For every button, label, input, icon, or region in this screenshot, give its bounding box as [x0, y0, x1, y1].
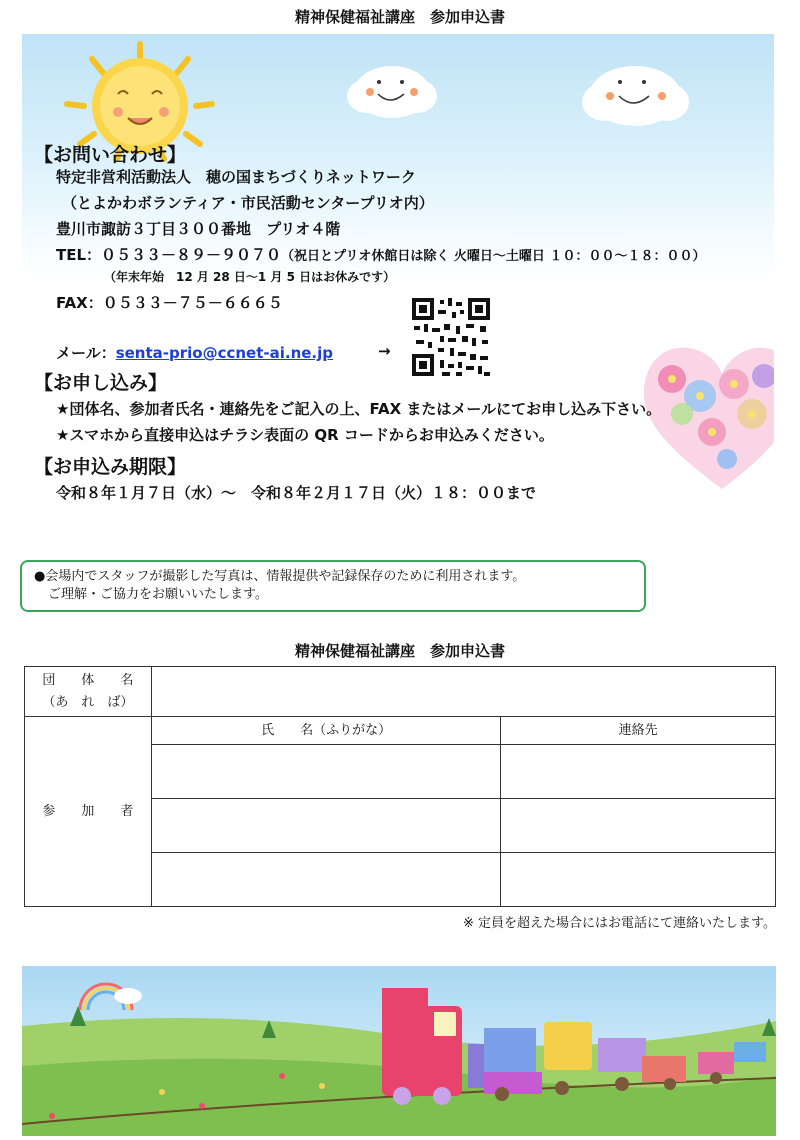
group-name-field[interactable]: [151, 667, 775, 717]
contact-address: 豊川市諏訪３丁目３００番地 プリオ４階: [56, 220, 341, 238]
participant-contact-field[interactable]: [501, 799, 776, 853]
holiday-note: （年末年始 12 月 28 日～1 月 5 日はお休みです）: [104, 270, 396, 284]
participant-label: 参 加 者: [25, 717, 152, 907]
contact-heading: 【お問い合わせ】: [34, 144, 187, 166]
apply-heading: 【お申し込み】: [34, 372, 168, 394]
tel-number: TEL：０５３３－８９－９０７０: [56, 246, 282, 264]
group-label-line-1: 団 体 名: [42, 672, 134, 688]
flower-heart-illustration: [644, 348, 774, 489]
train-illustration: [22, 966, 776, 1136]
group-label-line-2: （あ れ ば）: [42, 694, 134, 710]
notice-line-1: ●会場内でスタッフが撮影した写真は、情報提供や記録保存のために利用されます。: [34, 569, 526, 584]
contact-mail: [56, 342, 333, 363]
participant-name-field[interactable]: [151, 745, 501, 799]
form-title: 精神保健福祉講座 参加申込書: [294, 642, 505, 660]
participant-contact-field[interactable]: [501, 853, 776, 907]
capacity-footnote: ※ 定員を超えた場合にはお電話にて連絡いたします。: [463, 916, 776, 931]
group-name-label: [25, 667, 152, 717]
deadline-text: 令和８年１月７日（水）～ 令和８年２月１７日（火）１８：００まで: [56, 484, 537, 502]
application-form-table: [24, 666, 776, 907]
qr-code-icon[interactable]: [410, 296, 492, 378]
arrow-icon: →: [378, 342, 391, 360]
apply-line-2: ★スマホから直接申込はチラシ表面の QR コードからお申込みください。: [56, 426, 554, 444]
photo-notice: [20, 560, 646, 612]
cloud-illustration: [582, 66, 689, 126]
participant-name-field[interactable]: [151, 853, 501, 907]
contact-org: 特定非営利活動法人 穂の国まちづくりネットワーク: [56, 168, 416, 186]
page-title: 精神保健福祉講座 参加申込書: [294, 8, 505, 26]
participant-name-field[interactable]: [151, 799, 501, 853]
contact-org-sub: （とよかわボランティア・市民活動センタープリオ内）: [62, 194, 434, 212]
contact-header: 連絡先: [501, 717, 776, 745]
mail-label: メール：: [56, 344, 116, 362]
deadline-heading: 【お申込み期限】: [34, 456, 187, 478]
apply-line-1: ★団体名、参加者氏名・連絡先をご記入の上、FAX またはメールにてお申し込み下さい。: [56, 400, 662, 418]
cloud-illustration: [347, 66, 437, 118]
name-header: 氏 名（ふりがな）: [151, 717, 501, 745]
tel-hours: （祝日とプリオ休館日は除く 火曜日～土曜日 １０：００～１８：００）: [281, 249, 706, 264]
contact-fax: FAX：０５３３－７５－６６６５: [56, 294, 283, 312]
notice-line-2: ご理解・ご協力をお願いいたします。: [48, 587, 268, 602]
mail-link[interactable]: senta-prio@ccnet-ai.ne.jp: [115, 344, 334, 362]
contact-tel: [56, 244, 705, 265]
participant-contact-field[interactable]: [501, 745, 776, 799]
